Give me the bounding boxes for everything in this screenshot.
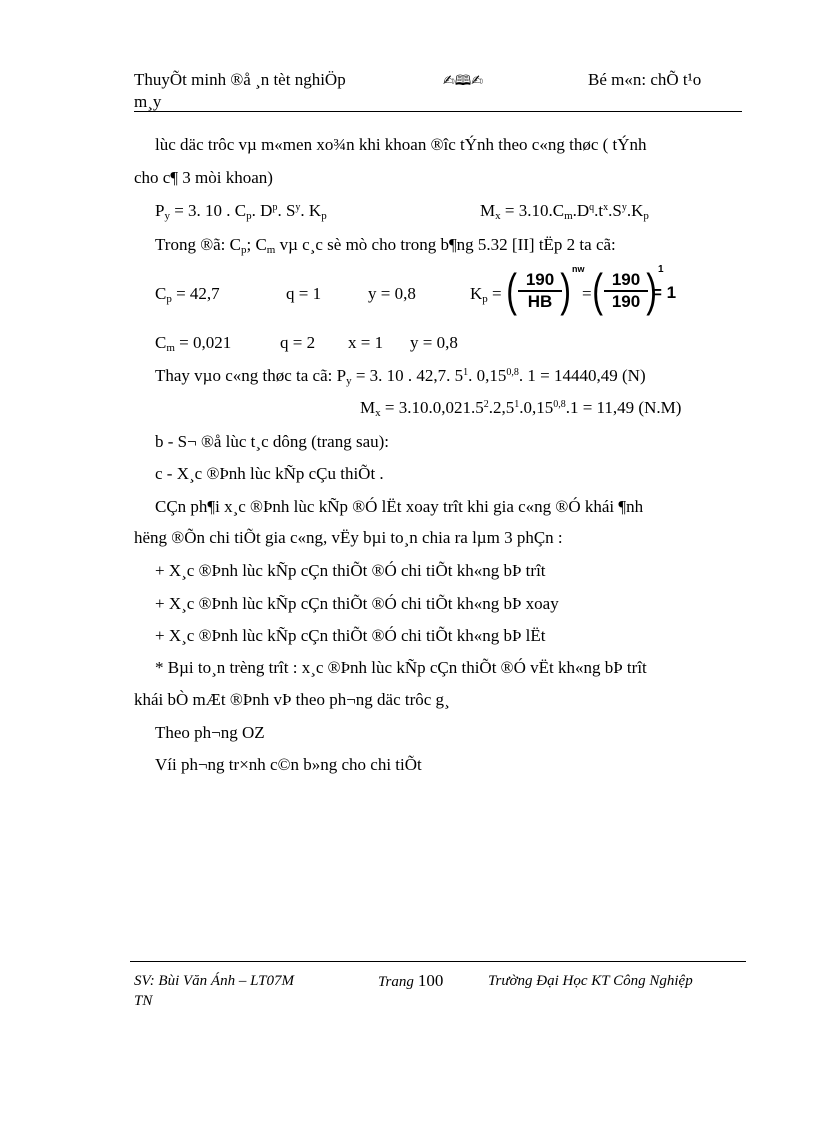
cm-value: $C_m = 0,021$	[155, 333, 232, 354]
footer-student: SV: Bùi Văn Ánh – LT07M	[134, 973, 294, 989]
cm-q-value: q = 2	[280, 333, 316, 352]
kp-numerator-2: 190	[604, 270, 648, 292]
left-paren: (	[506, 264, 518, 316]
footer-school: Trường Đại Học KT Công Nghiệp	[488, 973, 693, 989]
page-label: Trang	[378, 974, 414, 990]
section-b: b - S¬ ®å lùc t¸c dông (trang sau):	[155, 432, 389, 451]
body-line-2: cho c¶ 3 mòi khoan)	[134, 168, 273, 187]
header-rule	[134, 111, 742, 112]
header-department: Bé m«n: chÕ t¹o	[588, 70, 702, 89]
cp-y-value: y = 0,8	[368, 284, 416, 303]
footer-rule	[130, 961, 746, 962]
cm-x-value: x = 1	[348, 333, 384, 352]
header-ornament: ✍🕮✍	[443, 73, 483, 89]
header-title: ThuyÕt minh ®å ¸n tèt nghiÖp	[134, 70, 346, 89]
equilibrium-line: Víi ph¬ng tr×nh c©n b»ng cho chi tiÕt	[155, 755, 422, 774]
kp-exponent-2: 1	[658, 264, 664, 275]
coefficients-note: Trong ®ã: $C_p$; $C_m$ vµ c¸c sè mò cho trong b¶ng 5.32 [II] tËp 2 ta cã:	[155, 235, 616, 256]
page-number: 100	[417, 971, 444, 990]
paragraph-line-2: hëng ®Õn chi tiÕt gia c«ng, vËy bµi to¸n chia ra lµm 3 phÇn :	[134, 528, 563, 547]
kp-exponent-1: nw	[572, 264, 585, 274]
list-item-2: + X¸c ®Þnh lùc kÑp cÇn thiÕt ®Ó chi tiÕt kh«ng bÞ xoay	[155, 594, 559, 613]
sliding-problem-line-1: * Bµi to¸n trèng trît : x¸c ®Þnh lùc kÑp cÇn thiÕt ®Ó vËt kh«ng bÞ trît	[155, 658, 647, 677]
mx-formula: $M_x = 3.10.C_m.D^q.t^x.S^y.K_p$	[480, 201, 649, 222]
mx-result: $M_x = 3.10.0,021.5^2.2,5^1.0,15^{0,8}.1 = 11,49$ (N.M)	[360, 398, 682, 419]
direction-oz: Theo ph¬ng OZ	[155, 723, 265, 742]
section-c: c - X¸c ®Þnh lùc kÑp cÇu thiÕt .	[155, 464, 384, 483]
body-line-1: lùc däc trôc vµ m«men xo¾n khi khoan ®îc tÝnh theo c«ng thøc ( tÝnh	[155, 135, 647, 154]
py-formula: $P_y = 3$. 10 . $C_p$. $D^p$. $S^y$. $K_p$	[155, 201, 327, 222]
kp-result: = 1	[652, 283, 677, 302]
cm-y-value: y = 0,8	[410, 333, 458, 352]
cp-q-value: q = 1	[286, 284, 322, 303]
footer-student-cont: TN	[134, 993, 153, 1009]
kp-fraction-1	[506, 264, 585, 320]
header-title-cont: m¸y	[134, 92, 162, 111]
left-paren: (	[592, 264, 604, 316]
kp-numerator-1: 190	[518, 270, 562, 292]
sliding-problem-line-2: khái bÒ mÆt ®Þnh vÞ theo ph¬ng däc trôc g¸	[134, 690, 450, 709]
right-paren: )	[560, 264, 572, 316]
kp-denominator-2: 190	[611, 292, 641, 311]
footer-page	[378, 971, 443, 991]
py-result: Thay vµo c«ng thøc ta cã: $P_y = 3$. 10 . 42,7. $5^1$. 0,15$^{0,8}$. 1 = 14440,49 (N)	[155, 366, 646, 387]
list-item-3: + X¸c ®Þnh lùc kÑp cÇn thiÕt ®Ó chi tiÕt kh«ng bÞ lËt	[155, 626, 546, 645]
cp-value: $C_p = 42,7$	[155, 284, 220, 305]
kp-equals: =	[582, 284, 592, 303]
right-paren: )	[646, 264, 658, 316]
kp-label: $K_p$ =	[470, 284, 502, 305]
kp-denominator-1: HB	[527, 292, 553, 311]
list-item-1: + X¸c ®Þnh lùc kÑp cÇn thiÕt ®Ó chi tiÕt kh«ng bÞ trît	[155, 561, 546, 580]
paragraph-line-1: CÇn ph¶i x¸c ®Þnh lùc kÑp ®Ó lËt xoay trît khi gia c«ng ®Ó khái ¶nh	[155, 497, 644, 516]
